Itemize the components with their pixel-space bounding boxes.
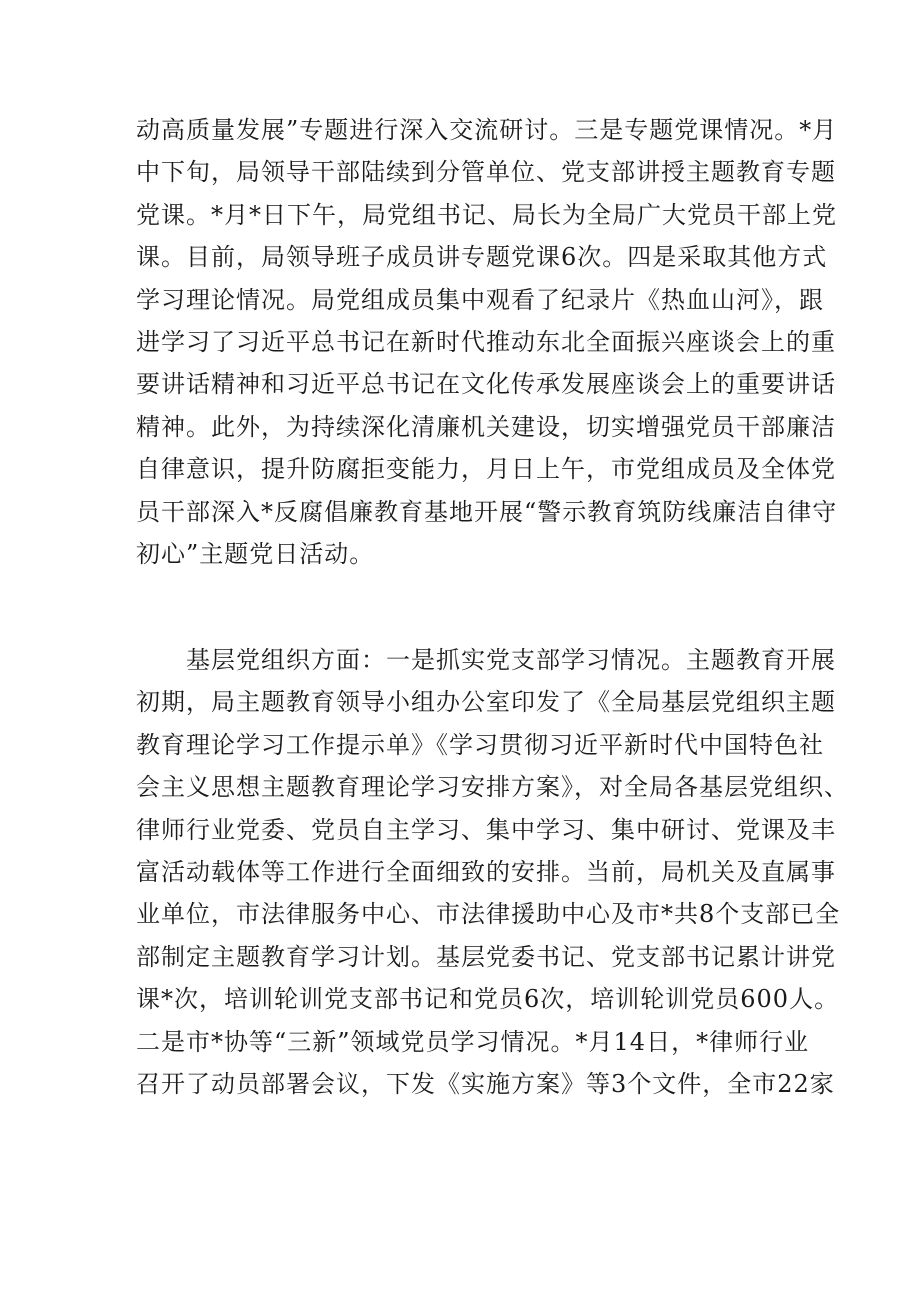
text-line: 动高质量发展”专题进行深入交流研讨。三是专题党课情况。*月 (136, 116, 838, 144)
text-line: 富活动载体等工作进行全面细致的安排。当前，局机关及直属事 (136, 857, 836, 886)
text-line: 员干部深入*反腐倡廉教育基地开展“警示教育筑防线廉洁自律守 (136, 497, 838, 526)
paragraph-2 (136, 639, 849, 1105)
text-line: 二是市*协等“三新”领域党员学习情况。*月14日，*律师行业 (136, 1027, 810, 1056)
text-line: 课。目前，局领导班子成员讲专题党课6次。四是采取其他方式 (136, 243, 828, 272)
text-line: 进学习了习近平总书记在新时代推动东北全面振兴座谈会上的重 (136, 327, 836, 356)
text-line: 召开了动员部署会议，下发《实施方案》等3个文件，全市22家 (136, 1069, 835, 1098)
text-line: 中下旬，局领导干部陆续到分管单位、党支部讲授主题教育专题 (136, 158, 836, 187)
text-line: 学习理论情况。局党组成员集中观看了纪录片《热血山河》，跟 (136, 285, 824, 314)
text-line: 基层党组织方面：一是抓实党支部学习情况。主题教育开展 (136, 646, 836, 674)
paragraph-1 (136, 109, 838, 575)
text-line: 业单位，市法律服务中心、市法律援助中心及市*共8个支部已全 (136, 900, 841, 929)
text-line: 精神。此外，为持续深化清廉机关建设，切实增强党员干部廉洁 (136, 412, 836, 441)
text-line: 初期，局主题教育领导小组办公室印发了《全局基层党组织主题 (136, 688, 836, 717)
text-line: 自律意识，提升防腐拒变能力，月日上午，市党组成员及全体党 (136, 455, 836, 484)
text-line: 部制定主题教育学习计划。基层党委书记、党支部书记累计讲党 (136, 942, 836, 971)
text-line: 要讲话精神和习近平总书记在文化传承发展座谈会上的重要讲话 (136, 370, 836, 399)
text-line: 律师行业党委、党员自主学习、集中学习、集中研讨、党课及丰 (136, 815, 836, 844)
text-line: 教育理论学习工作提示单》《学习贯彻习近平新时代中国特色社 (136, 730, 824, 759)
text-line: 课*次，培训轮训党支部书记和党员6次，培训轮训党员600人。 (136, 985, 840, 1014)
text-line: 初心”主题党日活动。 (136, 539, 375, 568)
text-line: 会主义思想主题教育理论学习安排方案》，对全局各基层党组织、 (136, 773, 849, 802)
text-line: 党课。*月*日下午，局党组书记、局长为全局广大党员干部上党 (136, 200, 837, 229)
